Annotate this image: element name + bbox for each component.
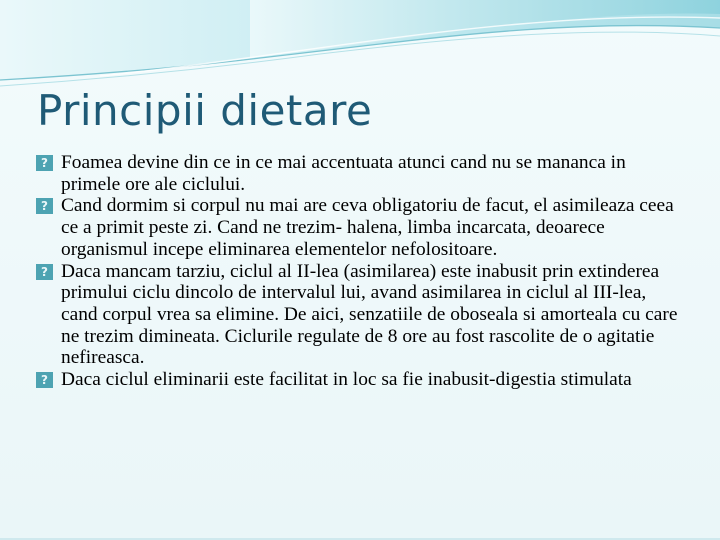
bullet-marker-icon: ? [36,155,53,171]
bullet-item [36,369,686,391]
bullet-marker-icon: ? [36,198,53,214]
bullet-marker-icon: ? [36,372,53,388]
bullet-list [36,152,686,391]
bullet-item [36,261,686,370]
bullet-item [36,152,686,195]
bullet-text: Daca mancam tarziu, ciclul al II-lea (asimilarea) este inabusit prin extinderea primului ciclu dincolo de intervalul lui, avand asimilarea in ciclul al III-lea, cand corpul vrea sa elimine. De aici, senzatiile de oboseala si amorteala cu care ne trezim dimineata. Ciclurile regulate de 8 ore au fost rascolite de o agitatie nefireasca. [61,260,678,369]
bullet-text: Foamea devine din ce in ce mai accentuata atunci cand nu se mananca in primele ore ale ciclului. [61,152,626,195]
bullet-marker-icon: ? [36,264,53,280]
bullet-text: Cand dormim si corpul nu mai are ceva obligatoriu de facut, el asimileaza ceea ce a primit peste zi. Cand ne trezim- halena, limba incarcata, deoarece organismul incepe eliminarea elementelor nefolositoare. [61,195,674,260]
slide-title: Principii dietare [37,86,373,135]
bullet-item [36,195,686,260]
header-wave-banner [0,0,720,90]
bullet-text: Daca ciclul eliminarii este facilitat in loc sa fie inabusit-digestia stimulata [61,369,632,391]
